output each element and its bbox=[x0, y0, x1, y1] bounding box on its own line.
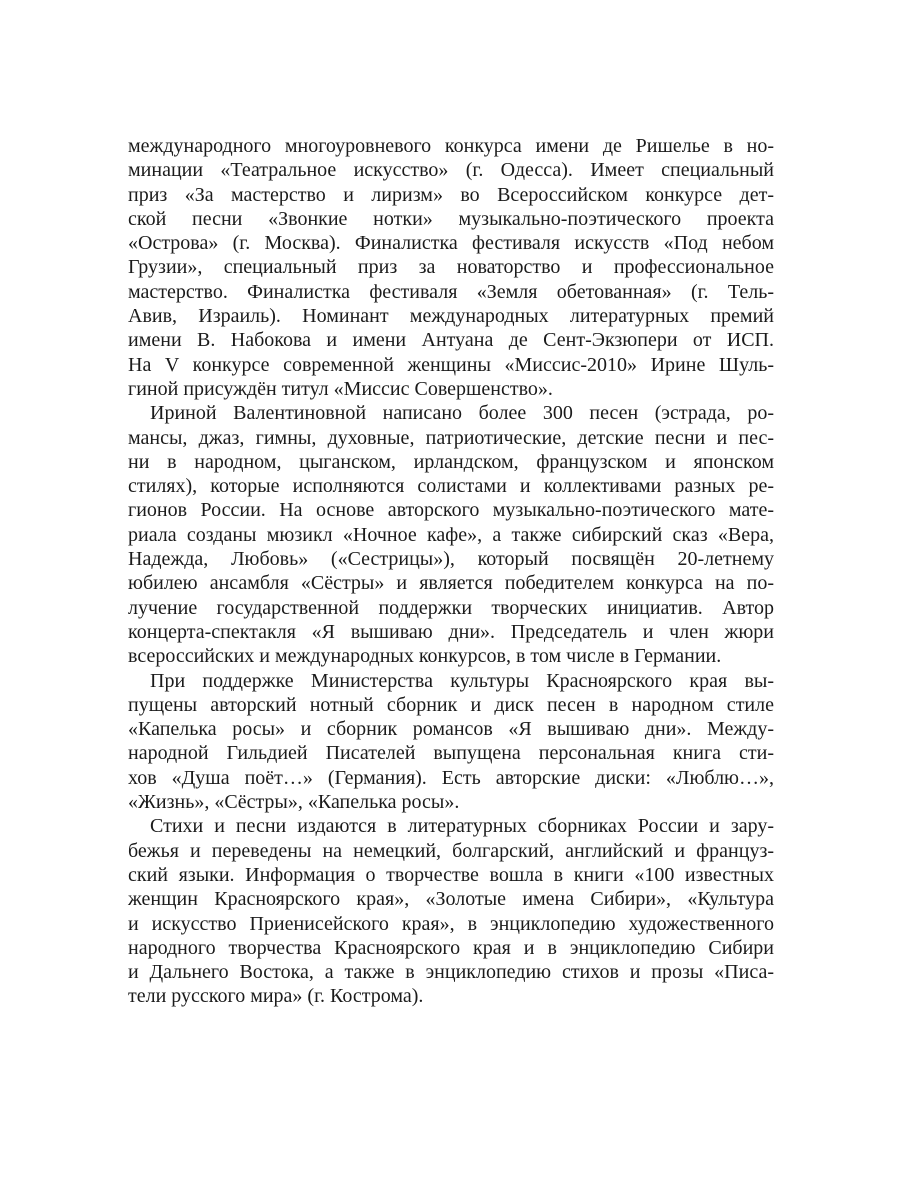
text-line: мансы, джаз, гимны, духовные, патриотические, детские песни и пес- bbox=[128, 426, 774, 449]
text-line: На V конкурсе современной женщины «Миссис-2010» Ирине Шуль- bbox=[128, 353, 774, 376]
paragraph bbox=[128, 134, 774, 401]
text-line: Грузии», специальный приз за новаторство и профессиональное bbox=[128, 256, 774, 279]
text-line: имени В. Набокова и имени Антуана де Сент-Экзюпери от ИСП. bbox=[128, 329, 774, 352]
text-line: При поддержке Министерства культуры Красноярского края вы- bbox=[150, 669, 774, 692]
text-line: мастерство. Финалистка фестиваля «Земля обетованная» (г. Тель- bbox=[128, 280, 774, 303]
text-line: и искусство Приенисейского края», в энциклопедию художественного bbox=[128, 912, 774, 935]
text-line: минации «Театральное искусство» (г. Одесса). Имеет специальный bbox=[128, 159, 774, 182]
text-line: ский языки. Информация о творчестве вошла в книги «100 известных bbox=[128, 863, 774, 886]
text-line: всероссийских и международных конкурсов, в том числе в Германии. bbox=[128, 645, 722, 668]
text-line: бежья и переведены на немецкий, болгарский, английский и француз- bbox=[128, 839, 774, 862]
text-line: «Острова» (г. Москва). Финалистка фестиваля искусств «Под небом bbox=[128, 232, 774, 255]
text-line: международного многоуровневого конкурса имени де Ришелье в но- bbox=[128, 135, 774, 157]
text-line: народной Гильдией Писателей выпущена персональная книга сти- bbox=[128, 742, 774, 765]
text-line: стилях), которые исполняются солистами и коллективами разных ре- bbox=[128, 475, 774, 498]
text-line: «Жизнь», «Сёстры», «Капелька росы». bbox=[128, 791, 460, 814]
text-line: и Дальнего Востока, а также в энциклопедию стихов и прозы «Писа- bbox=[128, 961, 774, 984]
text-line: хов «Душа поёт…» (Германия). Есть авторские диски: «Люблю…», bbox=[128, 766, 774, 789]
text-line: Надежда, Любовь» («Сестрицы»), который посвящён 20-летнему bbox=[128, 548, 774, 571]
paragraph bbox=[128, 814, 774, 1008]
paragraph bbox=[128, 669, 774, 815]
text-line: «Капелька росы» и сборник романсов «Я вышиваю дни». Между- bbox=[128, 718, 774, 741]
text-line: гионов России. На основе авторского музыкально-поэтического мате- bbox=[128, 499, 774, 522]
text-line: приз «За мастерство и лиризм» во Всероссийском конкурсе дет- bbox=[128, 183, 774, 206]
text-block bbox=[128, 134, 774, 1009]
text-line: Авив, Израиль). Номинант международных литературных премий bbox=[128, 305, 774, 328]
text-line: пущены авторский нотный сборник и диск песен в народном стиле bbox=[128, 693, 774, 716]
text-line: Ириной Валентиновной написано более 300 песен (эстрада, ро- bbox=[150, 402, 774, 425]
text-line: тели русского мира» (г. Кострома). bbox=[128, 985, 424, 1008]
text-line: юбилею ансамбля «Сёстры» и является победителем конкурса на по- bbox=[128, 572, 774, 595]
text-line: лучение государственной поддержки творческих инициатив. Автор bbox=[128, 596, 774, 619]
text-line: концерта-спектакля «Я вышиваю дни». Председатель и член жюри bbox=[128, 620, 774, 643]
text-line: народного творчества Красноярского края и в энциклопедию Сибири bbox=[128, 936, 774, 959]
text-line: женщин Красноярского края», «Золотые имена Сибири», «Культура bbox=[128, 888, 774, 911]
paragraph bbox=[128, 401, 774, 668]
text-line: гиной присуждён титул «Миссис Совершенство». bbox=[128, 377, 553, 400]
text-line: риала созданы мюзикл «Ночное кафе», а также сибирский сказ «Вера, bbox=[128, 523, 774, 546]
text-line: ской песни «Звонкие нотки» музыкально-поэтического проекта bbox=[128, 207, 774, 230]
text-line: Стихи и песни издаются в литературных сборниках России и зару- bbox=[150, 815, 774, 838]
text-line: ни в народном, цыганском, ирландском, французском и японском bbox=[128, 450, 774, 473]
